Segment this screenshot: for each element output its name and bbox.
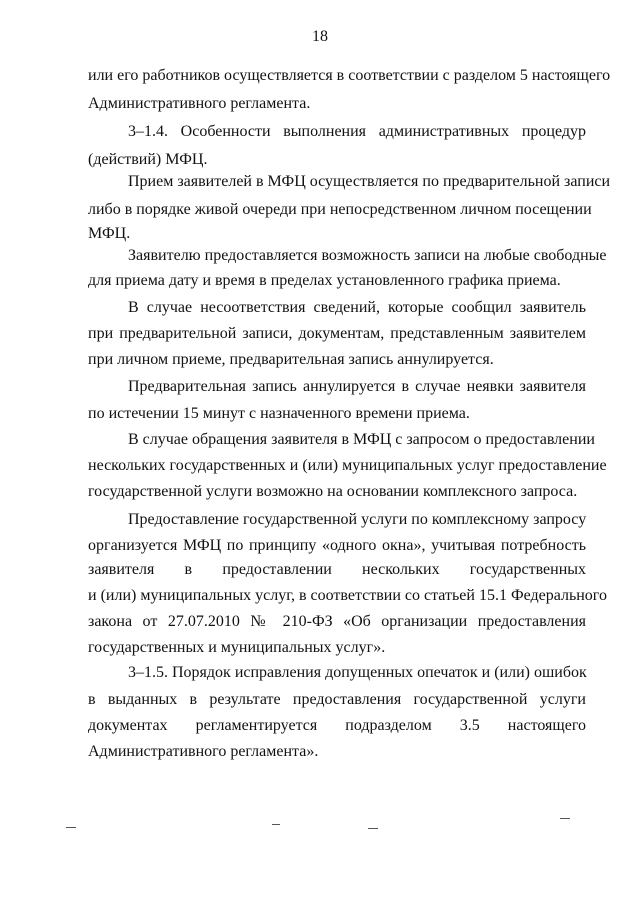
text-line: при личном приеме, предварительная запись аннулируется.	[88, 351, 494, 368]
text-line: Административного регламента».	[88, 743, 319, 760]
text-line: Предварительная запись аннулируется в случае неявки заявителя	[128, 378, 586, 395]
text-line: (действий) МФЦ.	[88, 151, 208, 168]
text-line: Прием заявителей в МФЦ осуществляется по предварительной записи	[128, 173, 611, 190]
page-number: 18	[312, 28, 328, 45]
text-line: 3–1.5. Порядок исправления допущенных опечаток и (или) ошибок	[128, 664, 587, 681]
text-line: МФЦ.	[88, 225, 131, 242]
text-line: нескольких государственных и (или) муниципальных услуг предоставление	[88, 457, 607, 474]
scan-mark	[66, 827, 76, 828]
text-line: организуется МФЦ по принципу «одного окна», учитывая потребность	[88, 537, 586, 554]
text-line: Предоставление государственной услуги по комплексному запросу	[128, 511, 587, 528]
text-line: либо в порядке живой очереди при непосредственном личном посещении	[88, 201, 592, 218]
text-line: государственной услуги возможно на основании комплексного запроса.	[88, 483, 578, 500]
text-line: закона от 27.07.2010 № 210-ФЗ «Об организации предоставления	[88, 613, 586, 630]
scan-mark	[368, 828, 378, 829]
scan-mark	[272, 824, 280, 825]
text-line: Административного регламента.	[88, 95, 311, 112]
text-line: Заявителю предоставляется возможность записи на любые свободные	[128, 247, 607, 264]
text-line: документах регламентируется подразделом 3.5 настоящего	[88, 717, 586, 734]
text-line: при предварительной записи, документам, представленным заявителем	[88, 325, 586, 342]
text-line: и (или) муниципальных услуг, в соответствии со статьей 15.1 Федерального	[88, 587, 607, 604]
text-line: в выданных в результате предоставления государственной услуги	[88, 691, 586, 708]
text-line: для приема дату и время в пределах установленного графика приема.	[88, 272, 561, 289]
text-line: В случае обращения заявителя в МФЦ с запросом о предоставлении	[128, 431, 595, 448]
text-line: по истечении 15 минут с назначенного времени приема.	[88, 405, 470, 422]
text-line: или его работников осуществляется в соответствии с разделом 5 настоящего	[88, 67, 611, 84]
scan-mark	[560, 818, 570, 819]
text-line: В случае несоответствия сведений, которые сообщил заявитель	[128, 299, 586, 316]
text-line: государственных и муниципальных услуг».	[88, 639, 386, 656]
text-line: 3–1.4. Особенности выполнения административных процедур	[128, 123, 586, 140]
text-line: заявителя в предоставлении нескольких государственных	[88, 561, 586, 578]
